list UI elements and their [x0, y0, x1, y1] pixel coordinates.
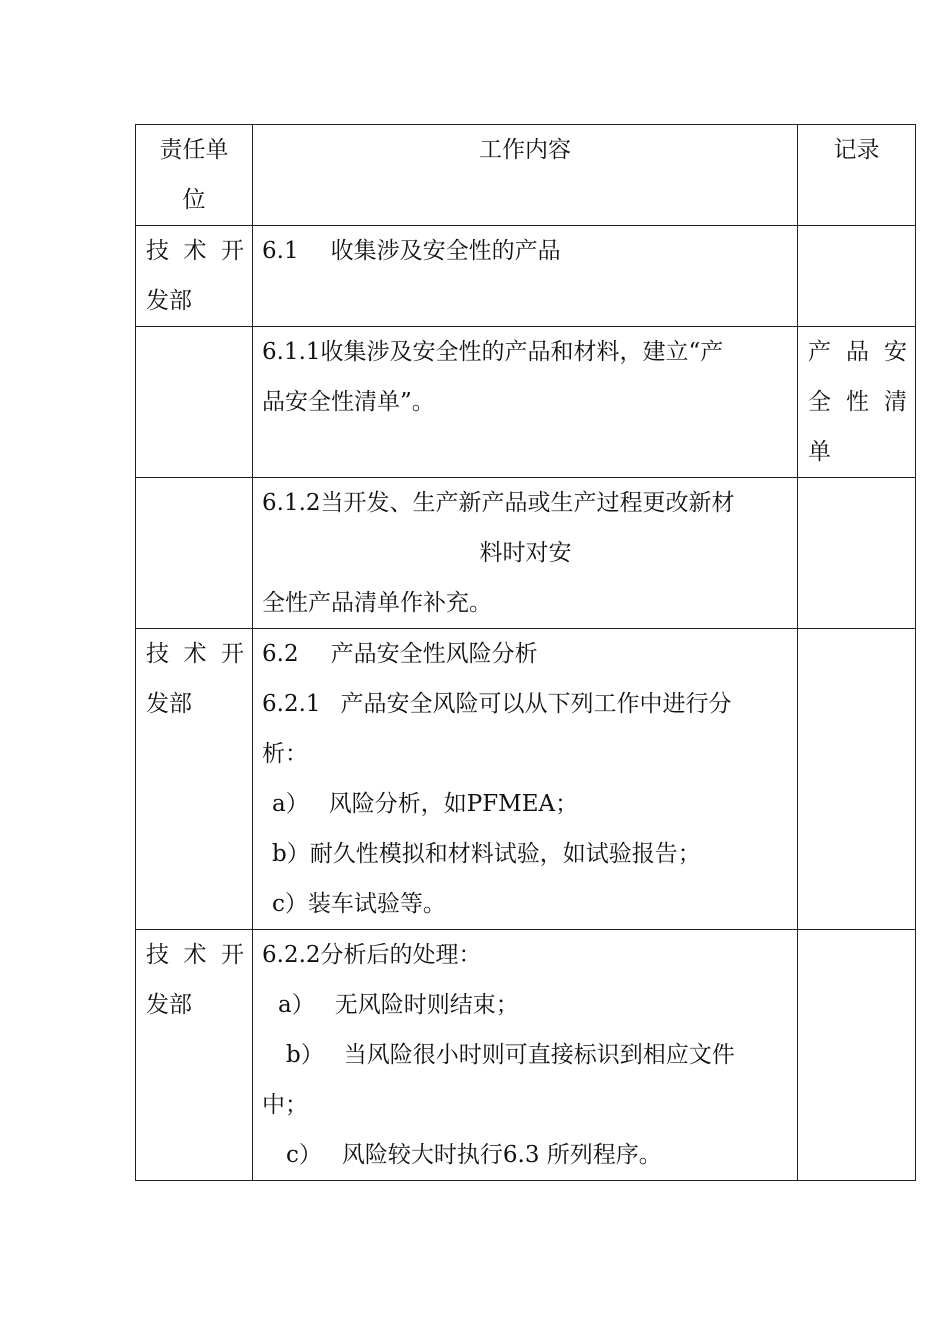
content-cell: 6.1.1收集涉及安全性的产品和材料，建立“产 品安全性清单”。	[253, 327, 798, 478]
content-cell: 6.2.2分析后的处理： a） 无风险时则结束； b） 当风险很小时则可直接标识到相应文件 中； c） 风险较大时执行6.3 所列程序。	[253, 930, 798, 1181]
table-row	[136, 226, 916, 327]
record-cell	[798, 930, 916, 1181]
section-heading: 6.1 收集涉及安全性的产品	[262, 238, 561, 264]
list-item: b） 当风险很小时则可直接标识到相应文件	[286, 1042, 735, 1068]
unit-cell: 技 术 开 发部	[136, 930, 253, 1181]
content-cell: 6.2 产品安全性风险分析 6.2.1 产品安全风险可以从下列工作中进行分 析： a） 风险分析，如PFMEA； b）耐久性模拟和材料试验，如试验报告； c）装车试验等。	[253, 629, 798, 930]
content-cell: 6.1.2当开发、生产新产品或生产过程更改新材 料时对安 全性产品清单作补充。	[253, 478, 798, 629]
section-heading: 6.2 产品安全性风险分析	[262, 641, 538, 667]
header-unit: 责任单 位	[136, 125, 253, 226]
record-cell	[798, 478, 916, 629]
table-header-row	[136, 125, 916, 226]
list-item: a） 无风险时则结束；	[278, 992, 519, 1018]
table-row	[136, 629, 916, 930]
record-cell: 产 品 安 全 性 清 单	[798, 327, 916, 478]
unit-cell: 技 术 开 发部	[136, 226, 253, 327]
table-row	[136, 930, 916, 1181]
table-row	[136, 327, 916, 478]
record-cell	[798, 226, 916, 327]
header-content: 工作内容	[253, 125, 798, 226]
header-record: 记录	[798, 125, 916, 226]
unit-cell: 技 术 开 发部	[136, 629, 253, 930]
unit-cell	[136, 327, 253, 478]
list-item: c） 风险较大时执行6.3 所列程序。	[286, 1142, 662, 1168]
table-row	[136, 478, 916, 629]
unit-cell	[136, 478, 253, 629]
list-item: c）装车试验等。	[272, 891, 446, 917]
list-item: b）耐久性模拟和材料试验，如试验报告；	[272, 841, 701, 867]
list-item: a） 风险分析，如PFMEA；	[272, 791, 579, 817]
record-cell	[798, 629, 916, 930]
content-cell	[253, 226, 798, 327]
procedure-table	[135, 124, 916, 1181]
